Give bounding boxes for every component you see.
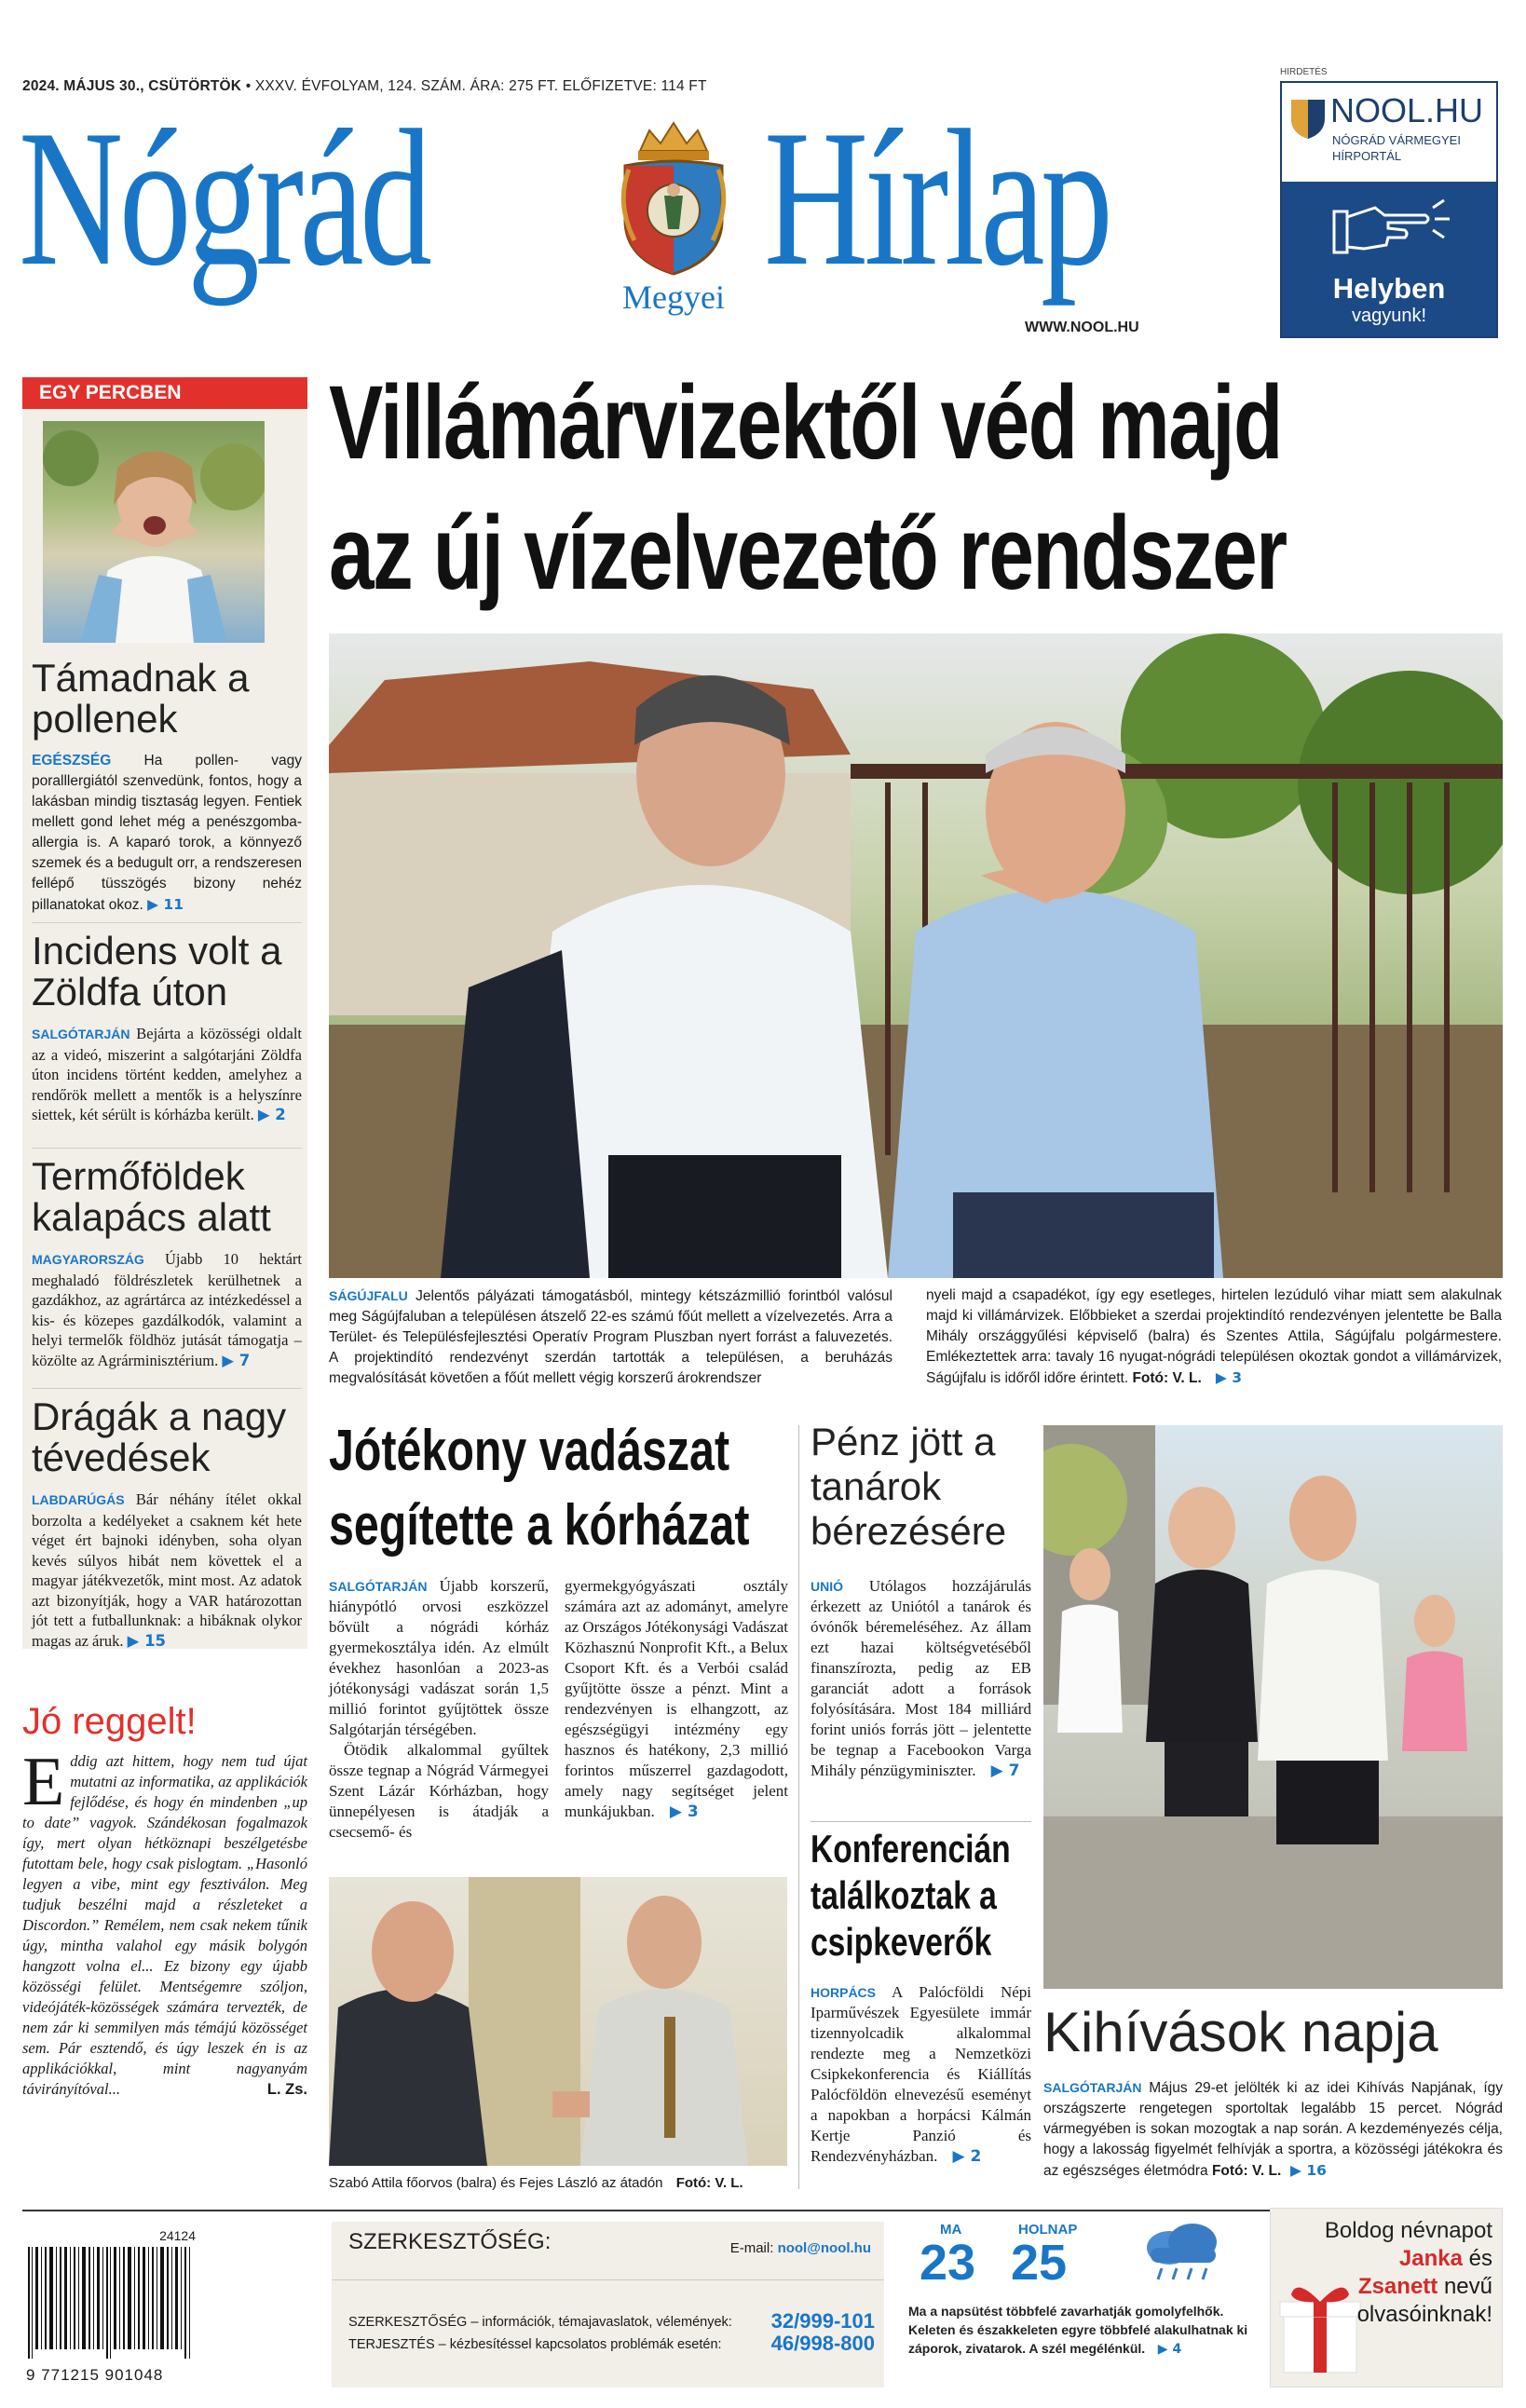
- page-ref[interactable]: ▶ 11: [147, 896, 184, 913]
- sidebar-item-headline: Incidens volt a Zöldfa úton: [32, 929, 282, 1014]
- challenge-body: [1043, 2077, 1503, 2182]
- pollen-photo: [43, 421, 265, 643]
- nameday-suffix: nevű: [1443, 2274, 1492, 2299]
- challenge-headline[interactable]: Kihívások napja: [1043, 2001, 1438, 2063]
- teachers-text: Utólagos hozzájárulás érkezett az Uniótól a tanárok és óvónők béremeléséhez. Az állam ezt hazai költségvetéséből finanszírozta, pedig az EB garanciát adott a források folyósítására. Most 184 milliárd forint uniós forrás jött – jelentette be tegnap a Facebookon Varga Mihály pénzügyminiszter.: [811, 1577, 1031, 1779]
- sidebar-item-tag: EGÉSZSÉG: [32, 753, 112, 769]
- ad-label: HIRDETÉS: [1280, 67, 1328, 77]
- masthead-title-left: Nógrád: [19, 90, 429, 306]
- email-address[interactable]: nool@nool.hu: [777, 2240, 871, 2256]
- sidebar-item-body: [32, 1249, 302, 1370]
- challenge-photo: [1043, 1425, 1503, 1989]
- hospital-tag: SALGÓTARJÁN: [329, 1579, 428, 1594]
- sidebar-item-pollen[interactable]: [32, 658, 302, 916]
- page-ref[interactable]: ▶ 2: [941, 2147, 982, 2166]
- sidebar-item-tag: MAGYARORSZÁG: [32, 1252, 144, 1267]
- ad-tagline-2: HÍRPORTÁL: [1332, 149, 1402, 163]
- lead-caption-right: [926, 1286, 1502, 1389]
- sidebar-item-text: Bejárta a közösségi oldalt az a videó, miszerint a salgótarjáni Zöldfa úton incidens történt kedden, amelyhez a rendőrök mellett a mentők is a helyszínre siettek, két sérült is kórházba került.: [32, 1025, 302, 1123]
- pointing-hand-icon: [1327, 191, 1457, 265]
- column-title: Jó reggelt!: [22, 1701, 197, 1742]
- weather-tomorrow-temp: 25: [1011, 2235, 1068, 2291]
- email-label: E-mail:: [729, 2240, 774, 2256]
- page-ref[interactable]: ▶ 7: [222, 1351, 251, 1369]
- sidebar-item-text: Ha pollen- vagy poralllergiától szenvedünk, fontos, hogy a lakásban mindig tisztaság legyen. Fentiek mellett gond lehet még a penészgomba-allergia is. A kaparó torok, a könnyező szemek és a bedugult orr, a rendszeresen fellépő tüsszögés bizony nehéz pillanatokat okoz.: [32, 753, 302, 913]
- editorial-row2-label: TERJESZTÉS – kézbesítéssel kapcsolatos problémák esetén:: [348, 2337, 722, 2352]
- page-ref[interactable]: ▶ 3: [1206, 1369, 1242, 1386]
- ad-brand: NOOL.HU: [1330, 91, 1484, 129]
- hospital-caption-text: Szabó Attila főorvos (balra) és Fejes László az átadón: [329, 2175, 663, 2191]
- shield-logo-icon: [1289, 96, 1327, 141]
- lace-body: [811, 1982, 1031, 2167]
- barcode-number: 9 771215 901048: [26, 2366, 164, 2384]
- barcode-top: 24124: [159, 2228, 196, 2243]
- hospital-headline-1[interactable]: Jótékony vadászat: [329, 1419, 730, 1483]
- dateline-date: 2024. MÁJUS 30., CSÜTÖRTÖK: [22, 78, 242, 94]
- hospital-col-1: [329, 1576, 549, 1843]
- sidebar-header: EGY PERCBEN: [22, 377, 307, 409]
- column-author: L. Zs.: [266, 2081, 307, 2098]
- crest-icon: [612, 119, 735, 278]
- hospital-col1-p2: Ötödik alkalommal gyűltek össze tegnap a Nógrád Vármegyei Szent Lázár Kórházban, hogy ünnepélyesen is átadják a csecsemő- és: [329, 1741, 549, 1841]
- weather-today-temp: 23: [920, 2235, 976, 2291]
- masthead-title-right: Hírlap: [764, 90, 1110, 306]
- gift-icon: [1278, 2274, 1362, 2376]
- teachers-body: [811, 1576, 1031, 1781]
- page-ref[interactable]: ▶ 7: [979, 1762, 1020, 1780]
- sidebar-item-body: [32, 1024, 302, 1125]
- lead-headline-2[interactable]: az új vízelvezető rendszer: [329, 495, 1287, 611]
- sidebar-item-body: [32, 1490, 302, 1651]
- ad-cta-1: Helyben: [1332, 272, 1446, 305]
- sidebar-item-tag: SALGÓTARJÁN: [32, 1027, 130, 1041]
- lead-text-right: nyeli majd a csapadékot, így egy esetleges, hirtelen lezúduló vihar miatt sem alakulnak majd ki villámárvizek. Előbbieket a szerdai projektindító rendezvényen jelentette be Balla Mihály országgyűlési képviselő (balra) és Szentes Attila, Ságújfalu polgármestere. Emlékeztettek arra: tavaly 16 nyugat-nógrádi településen okoztak gondot a villámárvizek, Ságújfalu is időről időre érintett.: [926, 1287, 1502, 1386]
- nameday-line3: [1358, 2274, 1492, 2300]
- crest-label: Megyei: [622, 279, 725, 316]
- lace-tag: HORPÁCS: [811, 1985, 877, 2000]
- nameday-box: [1270, 2208, 1503, 2388]
- editorial-row1-label: SZERKESZTŐSÉG – információk, témajavaslatok, vélemények:: [348, 2315, 732, 2330]
- column-dropcap: E: [22, 1744, 65, 1820]
- challenge-photo-credit: Fotó: V. L.: [1211, 2163, 1282, 2179]
- editorial-title: SZERKESZTŐSÉG:: [348, 2229, 552, 2254]
- page-ref[interactable]: ▶ 2: [257, 1106, 286, 1123]
- lead-photo: [329, 633, 1503, 1278]
- nameday-name-1: Janka: [1398, 2246, 1463, 2271]
- hospital-photo: [329, 1877, 787, 2166]
- column-jo-reggelt[interactable]: [22, 1701, 307, 2100]
- nool-ad[interactable]: [1280, 81, 1498, 338]
- page-ref[interactable]: ▶ 15: [127, 1631, 167, 1650]
- teachers-headline[interactable]: Pénz jött a tanárok bérezésére: [811, 1420, 1007, 1553]
- hospital-col2: gyermekgyógyászati osztály számára azt az adományt, amelyre az Országos Jótékonysági Vadászat Közhasznú Nonprofit Kft., a Belux Csoport Kft. és a Verbói család gyűjtötte össze a pénzt. Mint a rendezvényen is elhangzott, az egészségügyi intézmény egy hasznos és hatékony, 2,3 millió forintos műszerrel gazdagodott, amely nagy segítséget jelent munkájukban.: [565, 1577, 788, 1820]
- county-crest: [612, 119, 735, 316]
- weather: [908, 2222, 1262, 2388]
- sidebar-item-headline: Támadnak a pollenek: [32, 656, 250, 741]
- lead-tag: SÁGÚJFALU: [329, 1288, 408, 1303]
- nameday-and: és: [1468, 2246, 1492, 2271]
- ad-cta-2: vagyunk!: [1351, 306, 1427, 326]
- sidebar-item-incident[interactable]: [32, 922, 302, 1125]
- weather-text: [908, 2302, 1253, 2359]
- ad-tagline-1: NÓGRÁD VÁRMEGYEI: [1332, 133, 1461, 147]
- page-ref[interactable]: ▶ 16: [1285, 2162, 1327, 2179]
- hospital-col-2: [565, 1576, 788, 1822]
- column-text: ddig azt hittem, hogy nem tud újat mutatni az informatika, az applikációk fejlődése, és hogy én mindenben „up to date” vagyok. Szándékosan fogalmazok így, mert olyan hétköznapi beszélgetésbe futottam bele, hogy csak pislogtam. „Hasonló legyen a vibe, mint egy fesztiválon. Meg tudjuk beszélni majd a részleteket a Discordon.” Remélem, nem csak nekem tűnik úgy, mintha valahol egy másik bolygón hangzott volna el... Ez bizony egy újabb közösségi felület. Mentségemre szóljon, videójáték-közösségek számára tervezték, de nem zár ki semmilyen más témájú közösséget sem. Pár esztendő, és úgy leszek én is az applikációkkal, mint nagyanyám távirányítóval...: [22, 1752, 307, 2098]
- hospital-caption: [329, 2175, 787, 2191]
- column-body: [22, 1744, 307, 2100]
- page-ref[interactable]: ▶ 3: [659, 1803, 699, 1821]
- sidebar-item-tag: LABDARÚGÁS: [32, 1492, 125, 1507]
- editorial-box: [332, 2222, 884, 2388]
- page-ref[interactable]: ▶ 4: [1149, 2342, 1182, 2357]
- website-url[interactable]: WWW.NOOL.HU: [1025, 320, 1139, 335]
- sidebar-item-headline: Drágák a nagy tévedések: [32, 1394, 287, 1479]
- sidebar-item-text: Bár néhány ítélet okkal borzolta a kedélyeket a csaknem két hete véget ért bajnoki idényben, soha olyan kevés súlyos hibát nem követtek el a magyar játékvezetők, mint most. Az adatok azt bizonyítják, hogy a VAR határozottan jót tett a futballunknak: a hibáknak olykor magas az áruk.: [32, 1490, 302, 1650]
- hospital-headline-2[interactable]: segítette a kórházat: [329, 1493, 750, 1558]
- hospital-col1-p1: Újabb korszerű, hiánypótló orvosi eszközzel bővült a nógrádi kórház gyermekosztálya idén. Az elmúlt évekhez hasonlóan a 2023-as jótékonysági vadászat során 1,5 millió forintot gyűjtöttek össze Salgótarján térségében.: [329, 1577, 550, 1738]
- editorial-row1-phone[interactable]: 32/999-101: [770, 2309, 875, 2333]
- divider-horizontal: [811, 1821, 1031, 1822]
- sidebar-item-farmland[interactable]: [32, 1148, 302, 1370]
- sidebar-item-body: [32, 751, 302, 916]
- barcode: [22, 2228, 201, 2387]
- sidebar-item-text: Újabb 10 hektárt meghaladó földrészletek kerülhetnek a gazdákhoz, az agrártárca az intézkedéssel a kis- és közepes gazdálkodók, valamint a helyi termelők földhöz jutását támogatja – közölte az Agrárminisztérium.: [32, 1250, 303, 1369]
- editorial-row2-phone[interactable]: 46/998-800: [770, 2332, 875, 2355]
- divider-vertical: [798, 1425, 799, 2189]
- nameday-name-2: Zsanett: [1357, 2274, 1438, 2299]
- lace-text: A Palócföldi Népi Iparművészek Egyesülete immár tizennyolcadik alkalommal rendezte meg a Nemzetközi Csipkekonferencia és Kiállítás Palócföldön elnevezésű eseményt a napokban a horpácsi Kálmán Kertje Panzió és Rendezvényházban.: [811, 1983, 1031, 2165]
- nameday-line2: [1399, 2246, 1492, 2272]
- editorial-email[interactable]: [730, 2240, 871, 2256]
- lead-text-left: Jelentős pályázati támogatásból, mintegy kétszázmillió forintból valósul meg Ságújfaluban a településen átszelő 22-es számú főút mellett a vízelvezetés. Arra a Terület- és Településfejlesztési Operatív Program Pluszban nyert forrást a faluvezetés. A projektindító rendezvényt szerdán tartották a településen, a beruházás megvalósítását követően a főút mellett végig korszerű árokrendszer: [329, 1288, 892, 1386]
- sidebar-item-headline: Termőföldek kalapács alatt: [32, 1154, 271, 1239]
- barcode-icon: [26, 2247, 198, 2359]
- challenge-tag: SALGÓTARJÁN: [1043, 2080, 1142, 2095]
- nameday-greeting: Boldog névnapot: [1324, 2218, 1492, 2243]
- lead-photo-credit: Fotó: V. L.: [1132, 1370, 1202, 1386]
- lace-headline[interactable]: Konferencián találkoztak a csipkeverők: [811, 1827, 1011, 1964]
- lead-headline-1[interactable]: Villámárvizektől véd majd: [329, 364, 1282, 481]
- teachers-tag: UNIÓ: [811, 1579, 843, 1594]
- hospital-photo-credit: Fotó: V. L.: [675, 2175, 743, 2191]
- weather-today-label: MA: [940, 2222, 962, 2238]
- weather-forecast: Ma a napsütést többfelé zavarhatják gomolyfelhők. Keleten és északkeleten egyre többfelé alakulhatnak ki záporok, zivatarok. A szél megélénkül.: [908, 2304, 1248, 2356]
- lead-caption-left: [329, 1286, 892, 1389]
- dateline-rest: • XXXV. ÉVFOLYAM, 124. SZÁM. ÁRA: 275 FT. ELŐFIZETVE: 114 FT: [245, 78, 707, 94]
- challenge-text: Május 29-et jelölték ki az idei Kihívás Napjának, így országszerte rengetegen sportoltak legalább 15 percet. Nógrád vármegyében is sokan mozogtak a nap során. A kezdeményezés célja, hogy a lakosság figyelmét felhívják a sportra, a közösségi játékokra és az egészséges életmódra: [1043, 2080, 1503, 2179]
- nameday-readers: olvasóinknak!: [1356, 2302, 1492, 2327]
- rain-cloud-icon: [1141, 2222, 1225, 2287]
- sidebar-item-referees[interactable]: [32, 1388, 302, 1651]
- weather-tomorrow-label: HOLNAP: [1018, 2222, 1078, 2238]
